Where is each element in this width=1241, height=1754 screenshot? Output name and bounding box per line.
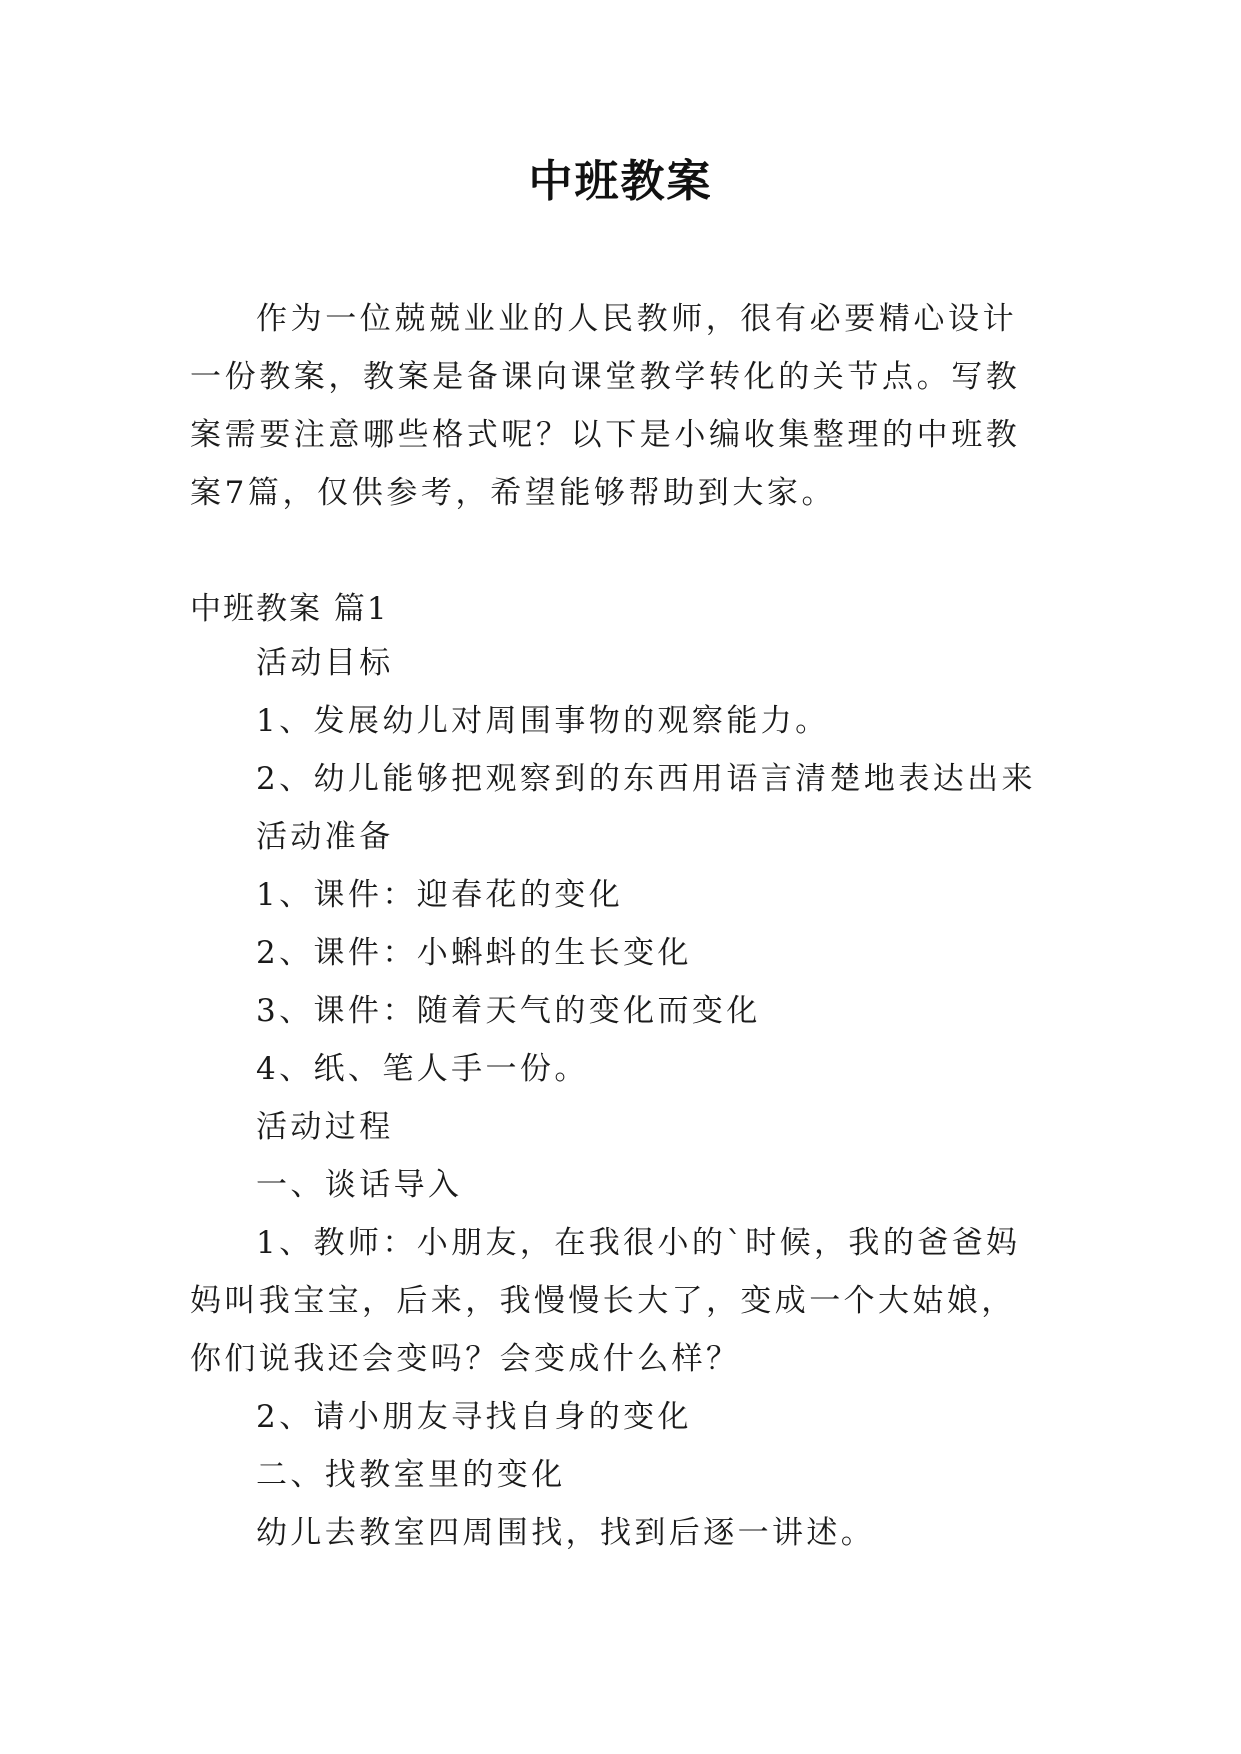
section-heading: 中班教案 篇1 [190,591,389,627]
preparation-item-1: 1、课件：迎春花的变化 [256,877,624,913]
heading-activity-goals: 活动目标 [256,645,394,681]
process-step-1-item-2: 2、请小朋友寻找自身的变化 [256,1399,692,1435]
preparation-item-3: 3、课件：随着天气的变化而变化 [256,993,761,1029]
heading-activity-process: 活动过程 [256,1109,394,1145]
heading-activity-preparation: 活动准备 [256,819,394,855]
preparation-item-2: 2、课件：小蝌蚪的生长变化 [256,935,692,971]
lesson-body [190,634,1048,1562]
preparation-item-4: 4、纸、笔人手一份。 [256,1051,589,1087]
document-title: 中班教案 [528,156,713,207]
process-step-1: 一、谈话导入 [256,1167,463,1203]
process-step-1-item-1: 1、教师：小朋友，在我很小的`时候，我的爸爸妈妈叫我宝宝，后来，我慢慢长大了，变成一个大姑娘，你们说我还会变吗？会变成什么样？ [190,1225,1021,1377]
process-step-2-text: 幼儿去教室四周围找，找到后逐一讲述。 [256,1515,876,1551]
intro-paragraph: 作为一位兢兢业业的人民教师，很有必要精心设计一份教案，教案是备课向课堂教学转化的关节点。写教案需要注意哪些格式呢？以下是小编收集整理的中班教案7篇，仅供参考，希望能够帮助到大家。 [190,301,1021,511]
process-step-2: 二、找教室里的变化 [256,1457,566,1493]
goal-item-1: 1、发展幼儿对周围事物的观察能力。 [256,703,830,739]
goal-item-2: 2、幼儿能够把观察到的东西用语言清楚地表达出来 [256,761,1036,797]
